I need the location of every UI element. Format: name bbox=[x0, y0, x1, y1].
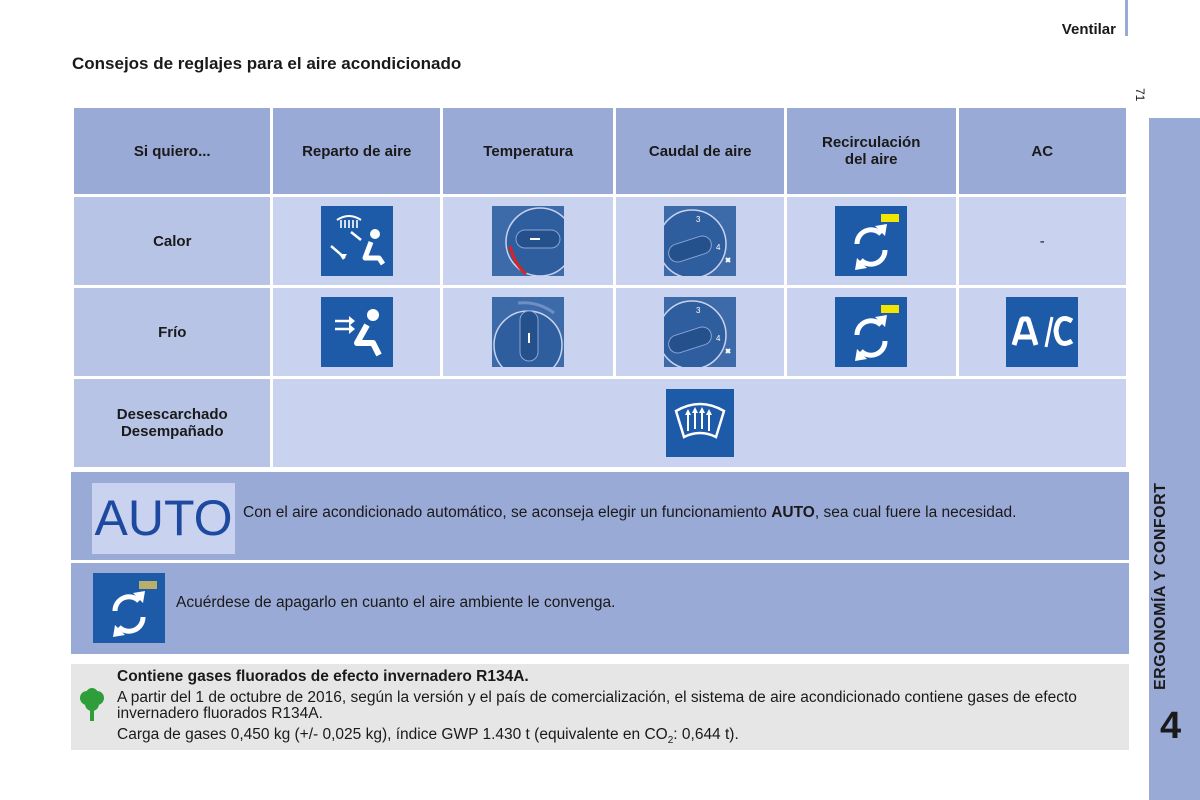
row-label-desescarchado: Desescarchado Desempañado bbox=[73, 378, 272, 469]
note-line-2 bbox=[117, 727, 1117, 749]
header-recirculacion-text: Recirculación del aire bbox=[822, 134, 921, 168]
chapter-tab-label: ERGONOMÍA Y CONFORT bbox=[1152, 482, 1169, 690]
table-header-row bbox=[73, 107, 1128, 196]
co2-subscript: 2 bbox=[667, 735, 674, 747]
page-title: Consejos de reglajes para el aire acondicionado bbox=[72, 54, 462, 73]
auto-logo: AUTO bbox=[92, 483, 235, 554]
recirculation-icon bbox=[835, 206, 907, 276]
chapter-tab bbox=[1149, 118, 1200, 800]
cell-frio-temperatura bbox=[441, 287, 615, 378]
header-caudal: Caudal de aire bbox=[615, 107, 785, 196]
auto-text-before: Con el aire acondicionado automático, se aconseja elegir un funcionamiento bbox=[243, 504, 772, 521]
recirculation-advice-text: Acuérdese de apagarlo en cuanto el aire ambiente le convenga. bbox=[176, 594, 616, 611]
fluorinated-gas-note bbox=[71, 664, 1129, 750]
note-body bbox=[117, 669, 1117, 754]
svg-text:4: 4 bbox=[716, 243, 721, 252]
header-recirculacion bbox=[785, 107, 957, 196]
note-line-2a: Carga de gases 0,450 kg (+/- 0,025 kg), índice GWP 1.430 t (equivalente en CO bbox=[117, 726, 668, 743]
svg-text:3: 3 bbox=[696, 306, 701, 315]
cell-frio-recirculacion bbox=[785, 287, 957, 378]
cell-calor-caudal bbox=[615, 196, 785, 287]
row-label-calor: Calor bbox=[73, 196, 272, 287]
header-reparto: Reparto de aire bbox=[272, 107, 441, 196]
settings-table bbox=[71, 105, 1129, 470]
auto-text-bold: AUTO bbox=[771, 504, 815, 521]
page-number: 71 bbox=[1133, 88, 1147, 102]
cell-calor-ac: - bbox=[957, 196, 1127, 287]
windscreen-defrost-icon bbox=[666, 389, 734, 457]
cell-frio-reparto bbox=[272, 287, 441, 378]
tree-icon bbox=[79, 688, 105, 722]
header-si-quiero: Si quiero... bbox=[73, 107, 272, 196]
auto-advice bbox=[71, 472, 1129, 560]
note-line-2b: : 0,644 t). bbox=[673, 726, 739, 743]
table-row-desescarchado bbox=[73, 378, 1128, 469]
cell-frio-caudal bbox=[615, 287, 785, 378]
cell-desescarchado bbox=[272, 378, 1128, 469]
auto-text-after: , sea cual fuere la necesidad. bbox=[814, 504, 1017, 521]
cell-calor-recirculacion bbox=[785, 196, 957, 287]
table-row-calor bbox=[73, 196, 1128, 287]
feet-windscreen-airflow-icon bbox=[321, 206, 393, 276]
auto-advice-text bbox=[243, 504, 1023, 521]
table-row-frio bbox=[73, 287, 1128, 378]
note-title: Contiene gases fluorados de efecto invernadero R134A. bbox=[117, 668, 529, 685]
section-title: Ventilar bbox=[1061, 21, 1116, 38]
temperature-knob-icon bbox=[492, 297, 564, 367]
header-temperatura: Temperatura bbox=[441, 107, 615, 196]
top-rule bbox=[1125, 0, 1128, 36]
recirculation-advice bbox=[71, 563, 1129, 654]
header-ac: AC bbox=[957, 107, 1127, 196]
row-label-frio: Frío bbox=[73, 287, 272, 378]
face-airflow-icon bbox=[321, 297, 393, 367]
cell-calor-reparto bbox=[272, 196, 441, 287]
recirculation-icon bbox=[93, 573, 165, 643]
svg-text:4: 4 bbox=[716, 334, 721, 343]
fan-speed-knob-icon bbox=[664, 206, 736, 276]
chapter-number: 4 bbox=[1160, 705, 1182, 747]
cell-calor-temperatura bbox=[441, 196, 615, 287]
recirculation-icon bbox=[835, 297, 907, 367]
temperature-knob-icon bbox=[492, 206, 564, 276]
cell-frio-ac bbox=[957, 287, 1127, 378]
ac-button-icon bbox=[1006, 297, 1078, 367]
note-line-1: A partir del 1 de octubre de 2016, según la versión y el país de comercialización, el sistema de aire acondicionado contiene gases de efecto invernadero fluorados R134A. bbox=[117, 689, 1077, 722]
svg-text:3: 3 bbox=[696, 215, 701, 224]
fan-speed-knob-icon bbox=[664, 297, 736, 367]
